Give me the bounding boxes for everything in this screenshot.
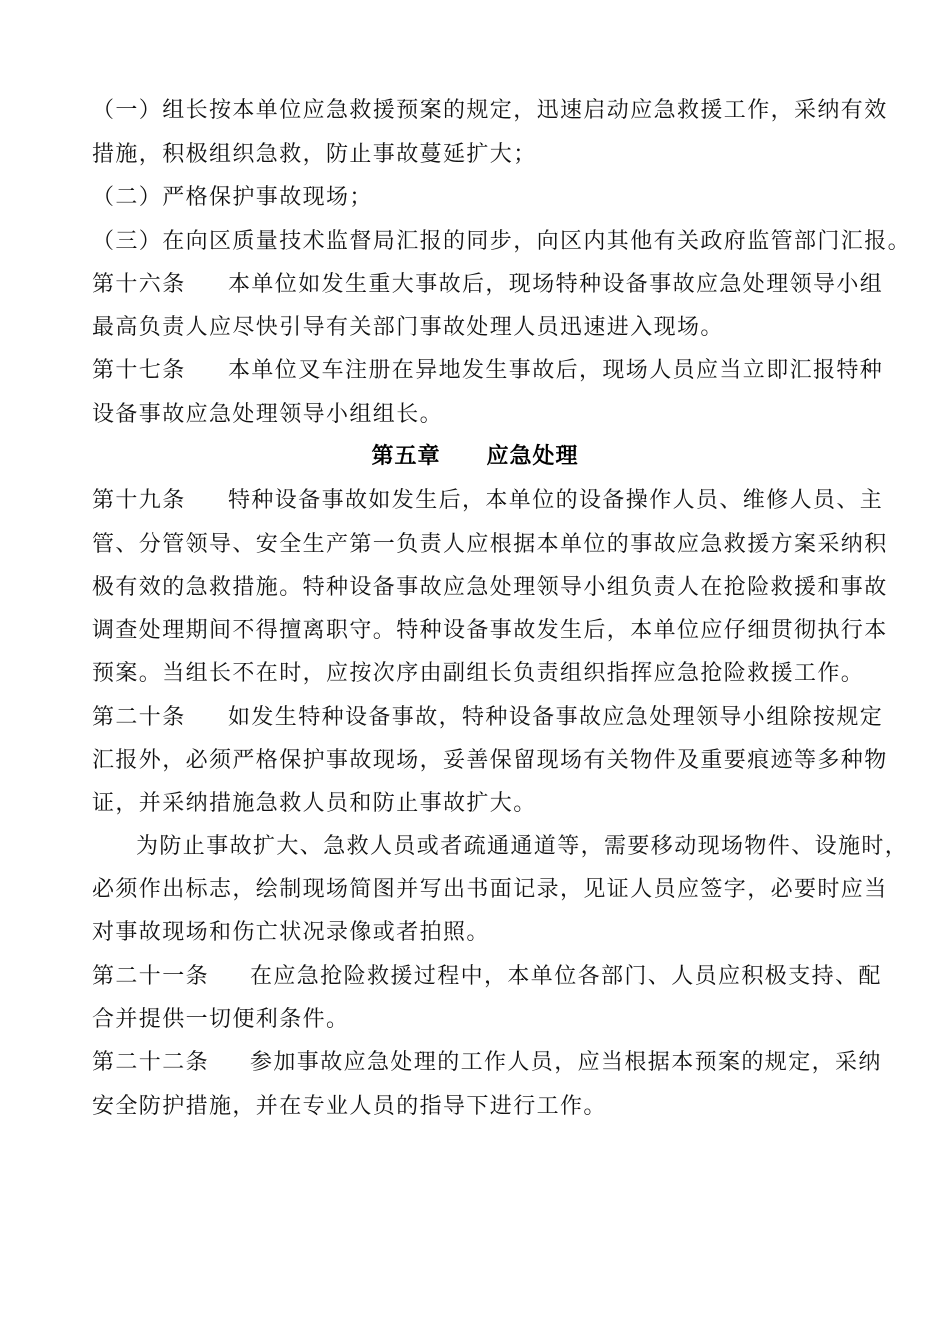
paragraph-line: 对事故现场和伤亡状况录像或者拍照。 bbox=[92, 920, 490, 945]
paragraph-line: 预案。当组长不在时，应按次序由副组长负责组织指挥应急抢险救援工作。 bbox=[92, 661, 865, 686]
article-text: 特种设备事故如发生后，本单位的设备操作人员、维修人员、主 bbox=[228, 488, 884, 513]
paragraph-line: 措施，积极组织急救，防止事故蔓延扩大； bbox=[92, 142, 537, 167]
article-20-line bbox=[92, 703, 883, 733]
paragraph-line: 必须作出标志，绘制现场简图并写出书面记录，见证人员应签字，必要时应当 bbox=[92, 877, 888, 902]
article-16-line bbox=[92, 270, 883, 300]
paragraph-line: （三）在向区质量技术监督局汇报的同步，向区内其他有关政府监管部门汇报。 bbox=[92, 229, 912, 254]
article-text: 本单位如发生重大事故后，现场特种设备事故应急处理领导小组 bbox=[228, 272, 884, 297]
paragraph-line: 管、分管领导、安全生产第一负责人应根据本单位的事故应急救援方案采纳积 bbox=[92, 532, 888, 557]
paragraph-line: 汇报外，必须严格保护事故现场，妥善保留现场有关物件及重要痕迹等多种物 bbox=[92, 748, 888, 773]
paragraph-line: 设备事故应急处理领导小组组长。 bbox=[92, 402, 444, 427]
article-17-line bbox=[92, 356, 883, 386]
paragraph-line: 极有效的急救措施。特种设备事故应急处理领导小组负责人在抢险救援和事故 bbox=[92, 575, 888, 600]
article-text: 如发生特种设备事故，特种设备事故应急处理领导小组除按规定 bbox=[228, 705, 884, 730]
article-21-line bbox=[92, 962, 882, 992]
paragraph-line: 调查处理期间不得擅离职守。特种设备事故发生后，本单位应仔细贯彻执行本 bbox=[92, 618, 888, 643]
paragraph-line: 为防止事故扩大、急救人员或者疏通通道等，需要移动现场物件、设施时， bbox=[136, 834, 909, 859]
paragraph-line: 最高负责人应尽快引导有关部门事故处理人员迅速进入现场。 bbox=[92, 315, 724, 340]
article-number: 第十六条 bbox=[92, 272, 186, 297]
article-number: 第二十条 bbox=[92, 705, 186, 730]
article-number: 第十七条 bbox=[92, 358, 186, 383]
article-19-line bbox=[92, 486, 883, 516]
article-text: 参加事故应急处理的工作人员，应当根据本预案的规定，采纳 bbox=[250, 1050, 882, 1075]
paragraph-line: （二）严格保护事故现场； bbox=[92, 185, 373, 210]
article-number: 第十九条 bbox=[92, 488, 186, 513]
paragraph-line: （一）组长按本单位应急救援预案的规定，迅速启动应急救援工作，采纳有效 bbox=[92, 98, 888, 123]
paragraph-line: 合并提供一切便利条件。 bbox=[92, 1007, 350, 1032]
chapter-heading: 第五章 应急处理 bbox=[371, 444, 579, 469]
article-text: 本单位叉车注册在异地发生事故后，现场人员应当立即汇报特种 bbox=[228, 358, 884, 383]
article-number: 第二十一条 bbox=[92, 964, 210, 989]
paragraph-line: 证，并采纳措施急救人员和防止事故扩大。 bbox=[92, 791, 537, 816]
paragraph-line: 安全防护措施，并在专业人员的指导下进行工作。 bbox=[92, 1094, 607, 1119]
article-text: 在应急抢险救援过程中，本单位各部门、人员应积极支持、配 bbox=[250, 964, 882, 989]
article-number: 第二十二条 bbox=[92, 1050, 210, 1075]
article-22-line bbox=[92, 1048, 882, 1078]
